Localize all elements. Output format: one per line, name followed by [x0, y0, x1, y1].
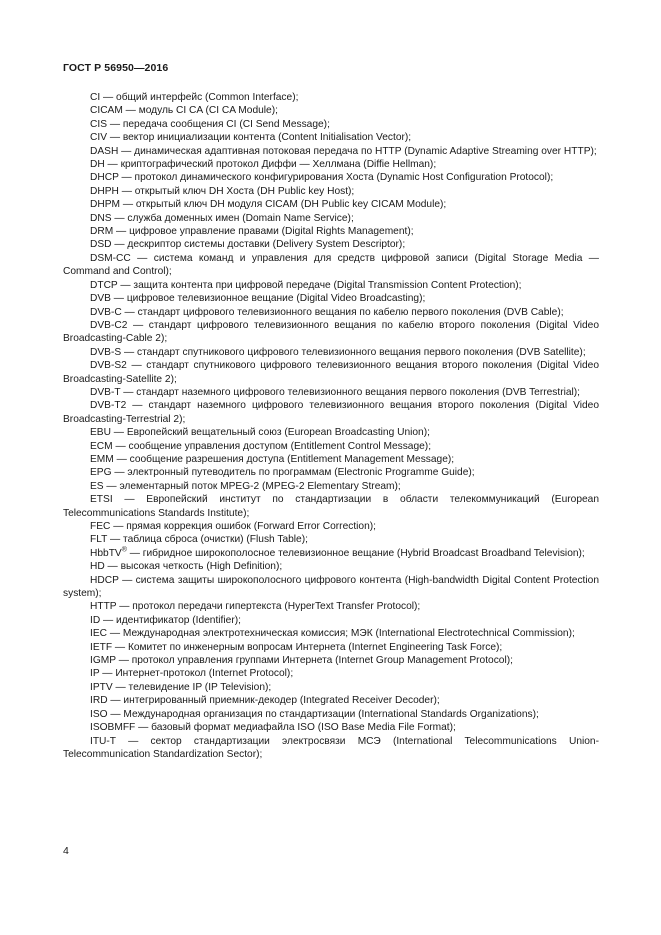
abbreviation-definition: сообщение разрешения доступа (Entitlement Management Message);	[129, 453, 455, 465]
abbreviation-entry	[63, 359, 599, 386]
abbreviation-definition: протокол управления группами Интернета (Internet Group Management Protocol);	[131, 655, 513, 667]
abbreviation-definition: Европейский вещательный союз (European Broadcasting Union);	[126, 427, 430, 439]
separator-dash: —	[104, 561, 121, 573]
abbreviation-entry	[63, 708, 599, 721]
abbreviation-entry	[63, 547, 599, 560]
separator-dash: —	[100, 614, 117, 626]
abbreviation-entry	[63, 614, 599, 627]
separator-dash: —	[135, 722, 152, 734]
separator-dash: —	[112, 440, 129, 452]
abbreviation-term: IGMP	[90, 655, 116, 667]
abbreviation-entry	[63, 252, 599, 279]
abbreviation-entry	[63, 735, 599, 762]
abbreviation-definition: высокая четкость (High Definition);	[120, 561, 283, 573]
abbreviation-definition: стандарт наземного цифрового телевизионного вещания второго поколения (Digital Video Broadcasting-Terrestrial 2);	[63, 400, 599, 425]
abbreviation-entry	[63, 145, 599, 158]
abbreviation-entry	[63, 721, 599, 734]
abbreviation-term: DASH	[90, 145, 119, 157]
abbreviation-term: DVB-C2	[90, 319, 128, 331]
abbreviation-definition: стандарт наземного цифрового телевизионного вещания первого поколения (DVB Terrestrial);	[136, 386, 581, 398]
abbreviation-entry	[63, 292, 599, 305]
abbreviation-definition: Интернет-протокол (Internet Protocol);	[115, 668, 294, 680]
separator-dash: —	[113, 226, 130, 238]
abbreviation-term: ID	[90, 614, 101, 626]
abbreviation-entry	[63, 641, 599, 654]
abbreviation-entry	[63, 131, 599, 144]
abbreviation-entry	[63, 627, 599, 640]
abbreviation-term: EBU	[90, 427, 111, 439]
separator-dash: —	[104, 159, 121, 171]
separator-dash: —	[111, 467, 128, 479]
abbreviation-entry	[63, 225, 599, 238]
abbreviation-entry	[63, 520, 599, 533]
abbreviation-definition: базовый формат медиафайла ISO (ISO Base Media File Format);	[151, 722, 456, 734]
separator-dash: —	[130, 252, 154, 264]
abbreviation-definition: электронный путеводитель по программам (Electronic Programme Guide);	[127, 467, 475, 479]
abbreviation-definition: стандарт цифрового телевизионного вещания по кабелю первого поколения (DVB Cable);	[137, 306, 564, 318]
abbreviation-term: CICAM	[90, 105, 123, 117]
separator-dash: —	[118, 185, 135, 197]
abbreviation-definition: Комитет по инженерным вопросам Интернета (Internet Engineering Task Force);	[127, 641, 503, 653]
abbreviations-list	[63, 91, 599, 761]
abbreviation-term: EMM	[90, 453, 114, 465]
separator-dash: —	[115, 735, 151, 747]
separator-dash: —	[117, 279, 134, 291]
separator-dash: —	[112, 641, 128, 653]
abbreviation-definition: таблица сброса (очистки) (Flush Table);	[123, 534, 308, 546]
abbreviation-definition: интегрированный приемник-декодер (Integrated Receiver Decoder);	[123, 695, 440, 707]
abbreviation-term: DVB	[90, 293, 111, 305]
abbreviation-entry	[63, 238, 599, 251]
separator-dash: —	[118, 574, 136, 586]
abbreviation-term: EPG	[90, 467, 112, 479]
abbreviation-term: ES	[90, 480, 104, 492]
abbreviation-definition: элементарный поток MPEG-2 (MPEG-2 Elementary Stream);	[119, 480, 401, 492]
abbreviation-term: HTTP	[90, 601, 117, 613]
abbreviation-entry	[63, 158, 599, 171]
abbreviation-definition: защита контента при цифровой передаче (Digital Transmission Content Protection);	[133, 279, 522, 291]
abbreviation-term: DSD	[90, 239, 112, 251]
abbreviation-entry	[63, 104, 599, 117]
abbreviation-term: HD	[90, 561, 105, 573]
abbreviation-entry	[63, 171, 599, 184]
separator-dash: —	[113, 453, 130, 465]
abbreviation-term: DVB-S2	[90, 360, 127, 372]
document-header: ГОСТ Р 56950—2016	[63, 62, 169, 74]
abbreviation-term: DVB-S	[90, 346, 122, 358]
separator-dash: —	[111, 239, 128, 251]
registered-mark: ®	[121, 546, 127, 554]
abbreviation-entry	[63, 118, 599, 131]
separator-dash: —	[106, 118, 123, 130]
abbreviation-definition: вектор инициализации контента (Content Initialisation Vector);	[122, 132, 412, 144]
separator-dash: —	[115, 655, 132, 667]
separator-dash: —	[106, 628, 123, 640]
abbreviation-entry	[63, 399, 599, 426]
separator-dash: —	[122, 105, 139, 117]
separator-dash: —	[100, 92, 117, 103]
separator-dash: —	[112, 494, 147, 506]
separator-dash: —	[121, 306, 138, 318]
abbreviation-entry	[63, 426, 599, 439]
abbreviation-definition: цифровое управление правами (Digital Rights Management);	[129, 226, 414, 238]
abbreviation-entry	[63, 319, 599, 346]
abbreviation-entry	[63, 386, 599, 399]
abbreviation-entry	[63, 346, 599, 359]
abbreviation-definition: общий интерфейс (Common Interface);	[116, 92, 299, 103]
separator-dash: —	[120, 386, 137, 398]
separator-dash: —	[110, 293, 127, 305]
abbreviation-definition: стандарт спутникового цифрового телевизионного вещания первого поколения (DVB Satellite);	[137, 346, 586, 358]
abbreviation-term: ITU-T	[90, 735, 116, 747]
abbreviation-term: ISOBMFF	[90, 722, 136, 734]
abbreviation-term: FLT	[90, 534, 108, 546]
separator-dash: —	[112, 681, 129, 693]
separator-dash: —	[106, 132, 123, 144]
separator-dash: —	[116, 601, 133, 613]
abbreviation-term: CIV	[90, 132, 107, 144]
abbreviation-term: CI	[90, 92, 101, 103]
abbreviation-entry	[63, 91, 599, 104]
abbreviation-entry	[63, 440, 599, 453]
separator-dash: —	[126, 547, 143, 559]
abbreviation-term: IRD	[90, 695, 108, 707]
separator-dash: —	[110, 427, 127, 439]
separator-dash: —	[107, 708, 124, 720]
abbreviation-definition: протокол динамического конфигурирования Хоста (Dynamic Host Configuration Protocol);	[134, 172, 554, 184]
separator-dash: —	[107, 534, 124, 546]
abbreviation-term: IEC	[90, 628, 107, 640]
abbreviation-entry	[63, 279, 599, 292]
abbreviation-term: IPTV	[90, 681, 113, 693]
separator-dash: —	[120, 199, 136, 211]
abbreviation-term: DNS	[90, 212, 112, 224]
abbreviation-entry	[63, 654, 599, 667]
abbreviation-term: FEC	[90, 521, 111, 532]
abbreviation-entry	[63, 667, 599, 680]
abbreviation-term: DHPM	[90, 199, 120, 211]
abbreviation-definition: дескриптор системы доставки (Delivery System Descriptor);	[127, 239, 406, 251]
separator-dash: —	[118, 172, 135, 184]
abbreviation-entry	[63, 466, 599, 479]
abbreviation-entry	[63, 694, 599, 707]
separator-dash: —	[118, 145, 135, 157]
abbreviation-term: DHCP	[90, 172, 119, 184]
separator-dash: —	[103, 480, 120, 492]
abbreviation-term: ISO	[90, 708, 108, 720]
abbreviation-term: HDCP	[90, 574, 119, 586]
abbreviation-definition: открытый ключ DH модуля CICAM (DH Public key CICAM Module);	[135, 199, 447, 211]
abbreviation-definition: стандарт спутникового цифрового телевизионного вещания второго поколения (Digital Video Broadcasting-Satellite 2);	[63, 360, 599, 385]
abbreviation-entry	[63, 185, 599, 198]
abbreviation-term: DSM-CC	[90, 252, 131, 264]
separator-dash: —	[111, 212, 128, 224]
abbreviation-definition: телевидение IP (IP Television);	[128, 681, 272, 693]
abbreviation-entry	[63, 560, 599, 573]
abbreviation-definition: служба доменных имен (Domain Name Service);	[127, 212, 354, 224]
separator-dash: —	[99, 668, 116, 680]
abbreviation-definition: система команд и управления для средств цифровой записи (Digital Storage Media — Command and Control);	[63, 252, 599, 278]
abbreviation-definition: Европейский институт по стандартизации в области телекоммуникаций (European Telecommunications Standards Institute);	[63, 494, 599, 519]
abbreviation-entry	[63, 533, 599, 546]
abbreviation-term: IP	[90, 668, 100, 680]
abbreviation-definition: идентификатор (Identifier);	[116, 614, 241, 626]
abbreviation-definition: динамическая адаптивная потоковая передача по HTTP (Dynamic Adaptive Streaming over HTTP);	[134, 145, 597, 157]
abbreviation-term: DRM	[90, 226, 114, 238]
abbreviation-entry	[63, 453, 599, 466]
abbreviation-definition: система защиты широкополосного цифрового контента (High-bandwidth Digital Content Protection system);	[63, 574, 599, 600]
abbreviation-entry	[63, 212, 599, 225]
abbreviation-definition: Международная электротехническая комиссия; МЭК (International Electrotechnical Commission);	[122, 628, 575, 640]
abbreviation-definition: Международная организация по стандартизации (International Standards Organizations);	[123, 708, 539, 720]
abbreviation-term: DHPH	[90, 185, 119, 197]
separator-dash: —	[126, 400, 149, 412]
abbreviation-entry	[63, 600, 599, 613]
abbreviation-definition: гибридное широкополосное телевизионное вещание (Hybrid Broadcast Broadband Television);	[142, 547, 585, 559]
abbreviation-definition: стандарт цифрового телевизионного вещания по кабелю второго поколения (Digital Video Broadcasting-Cable 2);	[63, 319, 599, 345]
abbreviation-term: HbbTV	[90, 547, 122, 559]
abbreviation-entry	[63, 198, 599, 211]
abbreviation-term: DVB-T2	[90, 400, 127, 412]
abbreviation-term: DVB-T	[90, 386, 121, 398]
abbreviation-entry	[63, 306, 599, 319]
abbreviation-definition: цифровое телевизионное вещание (Digital Video Broadcasting);	[126, 293, 426, 305]
abbreviation-entry	[63, 681, 599, 694]
abbreviation-definition: открытый ключ DH Хоста (DH Public key Host);	[134, 185, 355, 197]
page-number: 4	[63, 845, 69, 857]
abbreviation-term: IETF	[90, 641, 113, 653]
abbreviation-term: ECM	[90, 440, 113, 452]
abbreviation-definition: сектор стандартизации электросвязи МСЭ (International Telecommunications Union-Telecommunication Standardization Sector);	[63, 735, 599, 760]
abbreviation-definition: прямая коррекция ошибок (Forward Error Correction);	[126, 521, 376, 532]
abbreviation-entry	[63, 480, 599, 493]
separator-dash: —	[126, 360, 147, 372]
abbreviation-definition: протокол передачи гипертекста (HyperText Transfer Protocol);	[132, 601, 421, 613]
separator-dash: —	[127, 319, 149, 331]
abbreviation-definition: модуль CI CA (CI CA Module);	[138, 105, 278, 117]
abbreviation-definition: криптографический протокол Диффи — Хеллмана (Diffie Hellman);	[120, 159, 437, 171]
abbreviation-term: CIS	[90, 118, 107, 130]
separator-dash: —	[121, 346, 137, 358]
abbreviation-entry	[63, 574, 599, 601]
abbreviation-term: DTCP	[90, 279, 118, 291]
abbreviation-definition: сообщение управления доступом (Entitlement Control Message);	[128, 440, 432, 452]
abbreviation-entry	[63, 493, 599, 520]
abbreviation-term: ETSI	[90, 494, 113, 506]
abbreviation-term: DH	[90, 159, 105, 171]
abbreviation-term: DVB-C	[90, 306, 122, 318]
abbreviation-definition: передача сообщения CI (CI Send Message);	[122, 118, 330, 130]
separator-dash: —	[107, 695, 124, 707]
separator-dash: —	[110, 521, 127, 532]
